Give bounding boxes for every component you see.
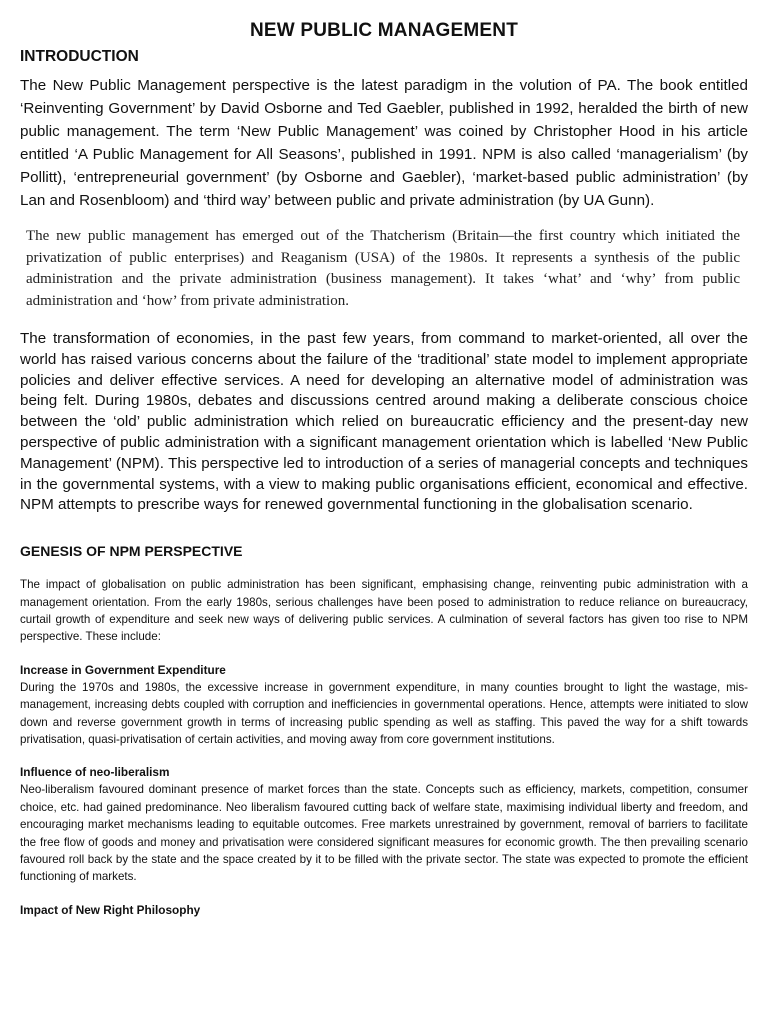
section-heading-neo-liberalism: Influence of neo-liberalism bbox=[20, 765, 170, 780]
section-heading-expenditure: Increase in Government Expenditure bbox=[20, 662, 226, 677]
document-page bbox=[20, 0, 748, 919]
section-body-expenditure: During the 1970s and 1980s, the excessive increase in government expenditure, in many counties brought to light the wastage, mis-management, increasing debts coupled with corruption and inefficiencies in governmental operations. Hence, attempts were initiated to slow down and reverse government growth in terms of increasing public spending as well as staffing. This paved the way for a shift towards privatisation, quasi-privatisation of certain activities, and moving away from core government institutions. bbox=[20, 680, 748, 747]
genesis-paragraph: The impact of globalisation on public administration has been significant, emphasising change, reinventing pubic administration with a management orientation. From the early 1980s, serious challenges have been posed to administration to reduce reliance on bureaucracy, curtail growth of expenditure and seek new ways of delivering public services. A culmination of several factors has given too rise to NPM perspective. These include: bbox=[20, 578, 748, 644]
transformation-paragraph: The transformation of economies, in the past few years, from command to market-oriented, all over the world has raised various concerns about the failure of the ‘traditional’ state model to implement appropriate policies and deliver effective services. A need for developing an alternative model of administration was being felt. During 1980s, debates and discussions centred around making a deliberate conscious choice between the ‘old’ public administration which relied on bureaucratic efficiency and the present-day new perspective of public administration with a significant management orientation which is labelled ‘New Public Management’ (NPM). This perspective led to introduction of a series of managerial concepts and techniques in the governmental systems, with a view to making public organisations efficient, economical and effective. NPM attempts to prescribe ways for renewed governmental functioning in the globalisation scenario. bbox=[20, 330, 748, 514]
quoted-excerpt: The new public management has emerged out of the Thatcherism (Britain—the first country which initiated the privatization of public enterprises) and Reaganism (USA) of the 1980s. It represents a synthesis of the public administration and the private administration (business management). It takes ‘what’ and ‘why’ from public administration and ‘how’ from private administration. bbox=[26, 228, 740, 309]
introduction-heading: INTRODUCTION bbox=[20, 48, 139, 65]
intro-paragraph: The New Public Management perspective is the latest paradigm in the volution of PA. The book entitled ‘Reinventing Government’ by David Osborne and Ted Gaebler, published in 1992, heralded the birth of new public management. The term ‘New Public Management’ was coined by Christopher Hood in his article entitled ‘A Public Management for All Seasons’, published in 1991. NPM is also called ‘managerialism’ (by Pollitt), ‘entrepreneurial government’ (by Osborne and Gaebler), ‘market-based public administration’ (by Lan and Rosenbloom) and ‘third way’ between public and private administration (by UA Gunn). bbox=[20, 77, 748, 209]
section-heading-new-right: Impact of New Right Philosophy bbox=[20, 902, 201, 917]
page-title: NEW PUBLIC MANAGEMENT bbox=[249, 20, 519, 41]
section-body-neo-liberalism: Neo-liberalism favoured dominant presence of market forces than the state. Concepts such as efficiency, markets, competition, consumer choice, etc. had gained predominance. Neo liberalism favoured cutting back of welfare state, maximising individual liberty and freedom, and encouraging market mechanisms leading to equitable outcomes. Free markets unrestrained by government, removal of barriers to facilitate the free flow of goods and money and privatisation were considered significant measures for economic growth. The then prevailing scenario favoured roll back by the state and the space created by it to be filled with the private sector. The state was expected to promote the efficient functioning of markets. bbox=[20, 783, 748, 884]
genesis-heading: GENESIS OF NPM PERSPECTIVE bbox=[20, 543, 243, 560]
